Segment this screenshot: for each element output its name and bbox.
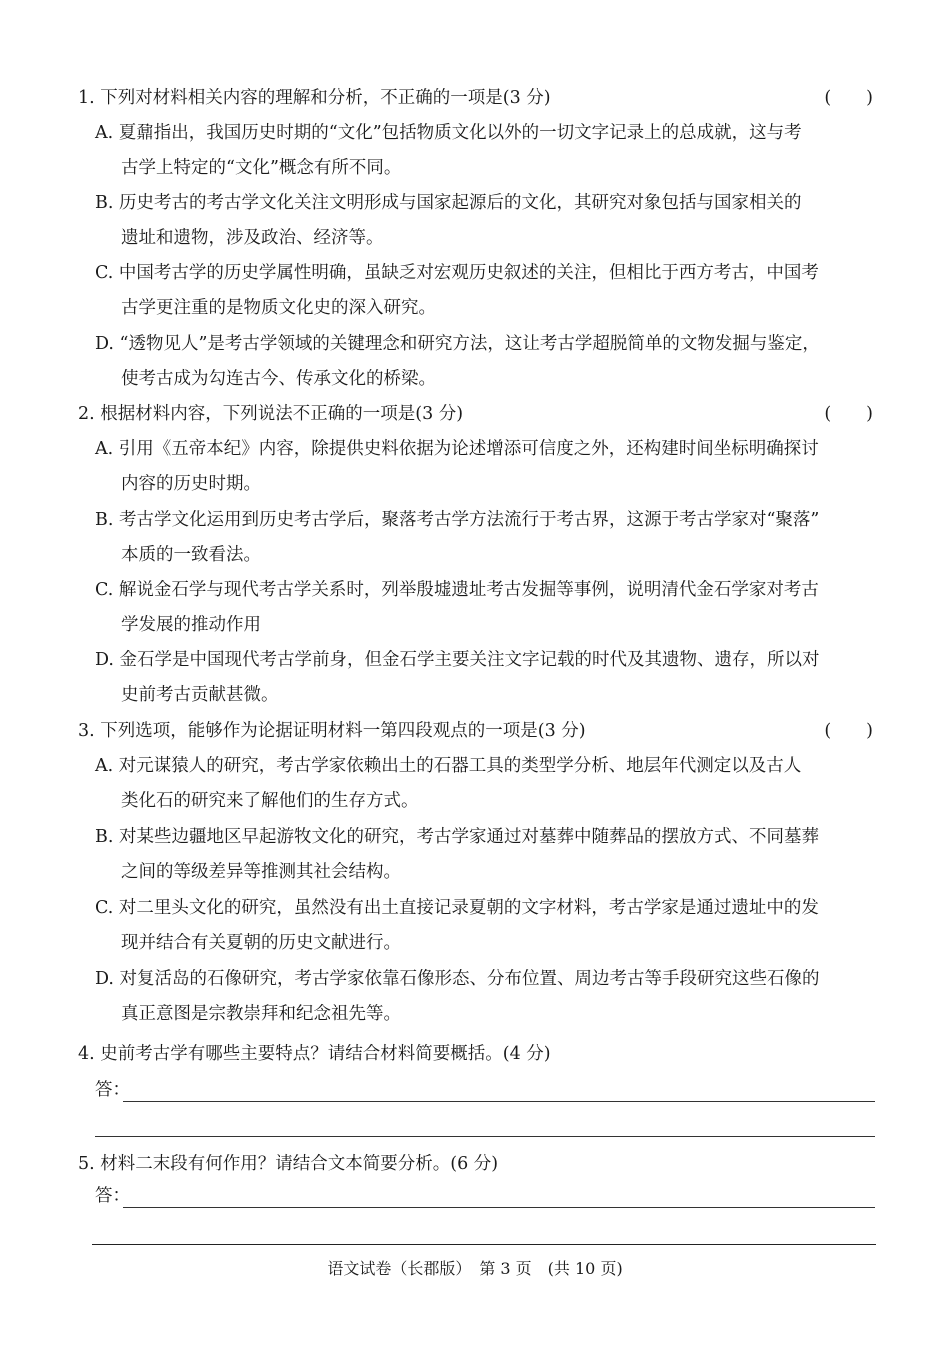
- question-1-option-a: [95, 121, 877, 178]
- question-1-option-b: [95, 191, 877, 248]
- option-text-line-2: 本质的一致看法。: [121, 545, 261, 565]
- option-text-line-1: D. 金石学是中国现代考古学前身，但金石学主要关注文字记载的时代及其遗物、遗存，所以对: [95, 650, 820, 670]
- answer-line: [123, 1207, 875, 1208]
- question-1-stem: [78, 86, 873, 110]
- option-text-line-2: 使考古成为勾连古今、传承文化的桥梁。: [121, 369, 436, 389]
- answer-label: 答：: [95, 1080, 130, 1100]
- footer-divider: [92, 1244, 876, 1245]
- question-3-text: 3. 下列选项，能够作为论据证明材料一第四段观点的一项是(3 分): [78, 721, 586, 741]
- option-text-line-2: 古学更注重的是物质文化史的深入研究。: [121, 298, 436, 318]
- answer-line: [123, 1101, 875, 1102]
- option-text-line-1: C. 对二里头文化的研究，虽然没有出土直接记录夏朝的文字材料，考古学家是通过遗址中的发: [95, 898, 819, 918]
- question-1-option-d: [95, 332, 877, 389]
- option-text-line-2: 内容的历史时期。: [121, 474, 261, 494]
- question-4-answer-line-2[interactable]: [95, 1136, 875, 1137]
- option-text-line-1: B. 历史考古的考古学文化关注文明形成与国家起源后的文化，其研究对象包括与国家相关的: [95, 193, 802, 213]
- answer-label: 答：: [95, 1186, 130, 1206]
- question-3-option-d: [95, 967, 877, 1024]
- option-text-line-1: C. 解说金石学与现代考古学关系时，列举殷墟遗址考古发掘等事例，说明清代金石学家对考古: [95, 580, 819, 600]
- question-4-answer-field[interactable]: [95, 1078, 875, 1104]
- question-2-option-c: [95, 578, 877, 635]
- question-5-text: 5. 材料二末段有何作用？请结合文本简要分析。(6 分): [78, 1154, 499, 1174]
- option-text-line-2: 史前考古贡献甚微。: [121, 685, 279, 705]
- question-4-text: 4. 史前考古学有哪些主要特点？请结合材料简要概括。(4 分): [78, 1044, 551, 1064]
- option-text-line-2: 现并结合有关夏朝的历史文献进行。: [121, 933, 401, 953]
- question-2-text: 2. 根据材料内容，下列说法不正确的一项是(3 分): [78, 404, 464, 424]
- option-text-line-2: 真正意图是宗教崇拜和纪念祖先等。: [121, 1004, 401, 1024]
- option-text-line-2: 之间的等级差异等推测其社会结构。: [121, 862, 401, 882]
- option-text-line-2: 遗址和遗物，涉及政治、经济等。: [121, 228, 384, 248]
- option-text-line-1: B. 对某些边疆地区早起游牧文化的研究，考古学家通过对墓葬中随葬品的摆放方式、不同墓葬: [95, 827, 819, 847]
- option-text-line-1: D. 对复活岛的石像研究，考古学家依靠石像形态、分布位置、周边考古等手段研究这些石像的: [95, 969, 820, 989]
- question-1-answer-bracket: ( ): [824, 88, 873, 108]
- question-3-option-b: [95, 825, 877, 882]
- option-text-line-1: D. “透物见人”是考古学领域的关键理念和研究方法，这让考古学超脱简单的文物发掘与鉴定，: [95, 334, 820, 354]
- option-text-line-2: 古学上特定的“文化”概念有所不同。: [121, 158, 402, 178]
- question-4-stem: [78, 1042, 873, 1066]
- question-1-text: 1. 下列对材料相关内容的理解和分析，不正确的一项是(3 分): [78, 88, 551, 108]
- question-2-answer-bracket: ( ): [824, 404, 873, 424]
- option-text-line-1: A. 对元谋猿人的研究，考古学家依赖出土的石器工具的类型学分析、地层年代测定以及古人: [95, 756, 802, 776]
- question-2-option-b: [95, 508, 877, 565]
- question-2-stem: [78, 402, 873, 426]
- question-2-option-a: [95, 437, 877, 494]
- option-text-line-2: 类化石的研究来了解他们的生存方式。: [121, 791, 419, 811]
- page-footer: 语文试卷（长郡版） 第 3 页 (共 10 页): [327, 1259, 623, 1278]
- question-1-option-c: [95, 261, 877, 318]
- option-text-line-1: A. 夏鼐指出，我国历史时期的“文化”包括物质文化以外的一切文字记录上的总成就，这与考: [95, 123, 802, 143]
- question-3-option-a: [95, 754, 877, 811]
- question-5-stem: [78, 1152, 873, 1176]
- option-text-line-1: C. 中国考古学的历史学属性明确，虽缺乏对宏观历史叙述的关注，但相比于西方考古，中国考: [95, 263, 819, 283]
- question-3-answer-bracket: ( ): [824, 721, 873, 741]
- option-text-line-1: A. 引用《五帝本纪》内容，除提供史料依据为论述增添可信度之外，还构建时间坐标明确探讨: [95, 439, 819, 459]
- question-5-answer-field[interactable]: [95, 1184, 875, 1210]
- option-text-line-1: B. 考古学文化运用到历史考古学后，聚落考古学方法流行于考古界，这源于考古学家对“聚落”: [95, 510, 820, 530]
- question-3-stem: [78, 719, 873, 743]
- option-text-line-2: 学发展的推动作用: [121, 615, 261, 635]
- question-2-option-d: [95, 648, 877, 705]
- question-3-option-c: [95, 896, 877, 953]
